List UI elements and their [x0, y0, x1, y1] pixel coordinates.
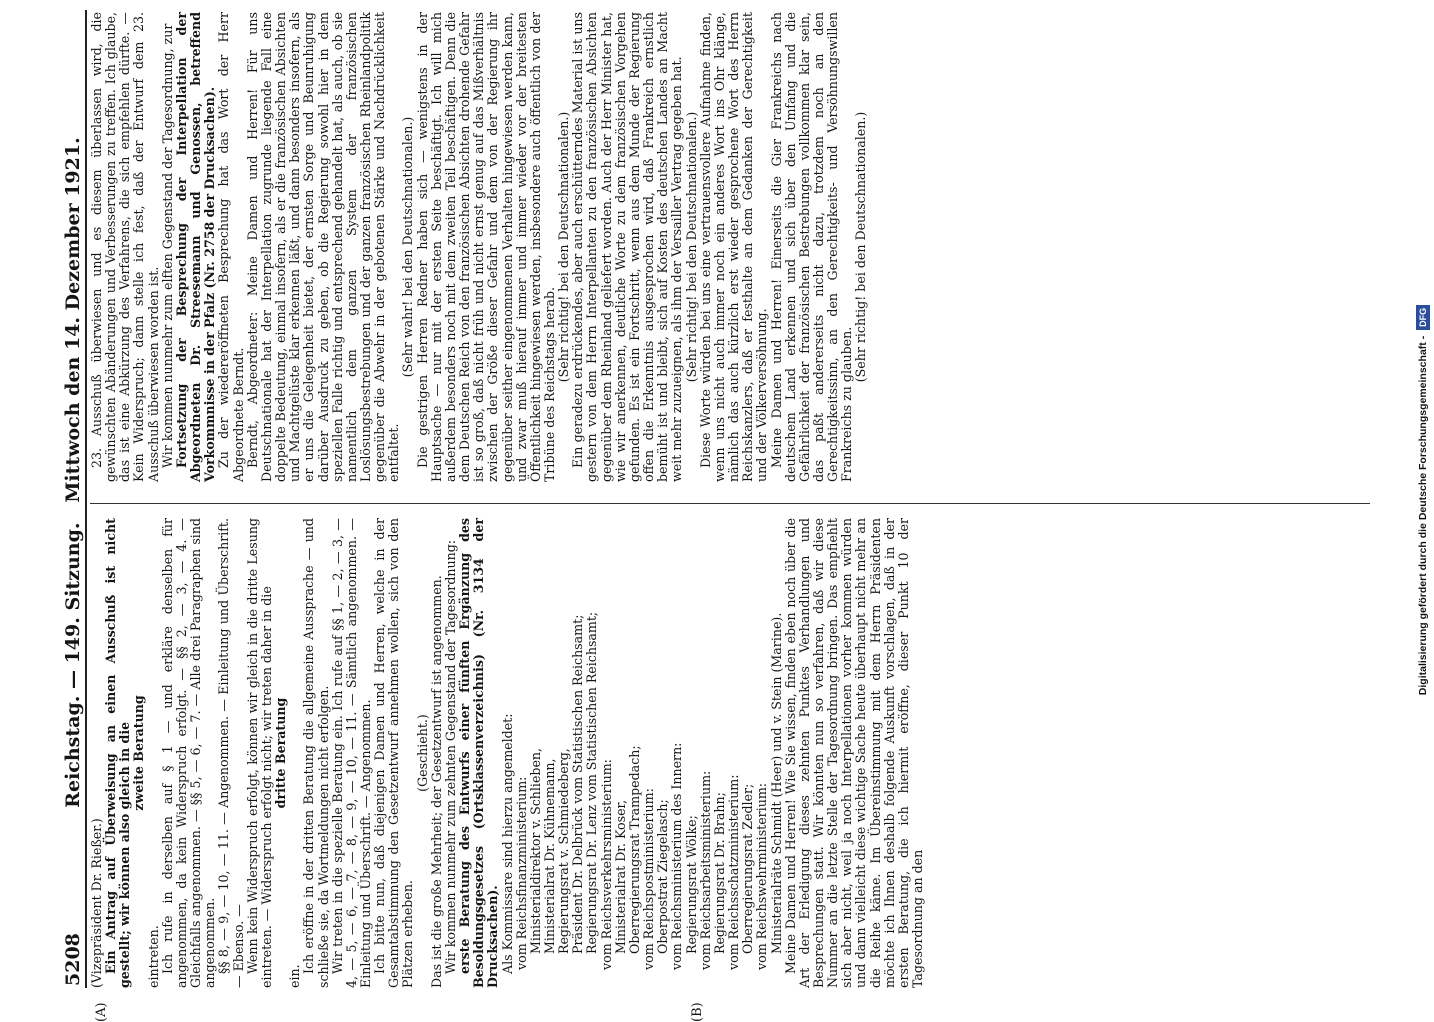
running-title: Reichstag. — 149. Sitzung. Mittwoch den 14. Dezember 1921. [62, 137, 84, 808]
right-text-column [90, 12, 1370, 482]
paragraph: Das ist die große Mehrheit; der Gesetzentwurf ist angenommen. [428, 575, 444, 988]
digitization-credit [1414, 20, 1432, 980]
paragraph: Die gestrigen Herren Redner haben sich — wenigstens in der Hauptsache — nur mit der ersten Seite beschäftigt. Ich will mich außerdem besonders noch mit dem zweiten Teil beschäftigen. Denn die dem Deutschen Reich von den französischen Absichten drohende Gefahr ist so groß, daß nicht früh und nicht ernst genug auf das Mißverhältnis zwischen der Größe dieser Gefahr und dem von der Regierung ihr gegenüber seither eingenommenen Verhalten hingewiesen werden kann, und zwar muß hierauf immer und immer wieder vor der breitesten Öffentlichkeit hingewiesen werden, insbesondere auch öffentlich von der Tribüne des Reichstags herab. [414, 12, 557, 482]
paragraph: Ministerialrat Dr. Kühnemann, [542, 758, 557, 954]
paragraph: Diese Worte würden bei uns eine vertrauensvollere Aufnahme finden, wenn uns nicht auch immer noch ein anderes Wort ins Ohr klänge, nämlich das auch kürzlich erst wieder gesprochene Wort des Herrn Reichskanzlers, daß er festhalte an dem Gedanken der Gerechtigkeit und der Völkerversöhnung. [697, 12, 770, 482]
paragraph: vom Reichsschatzministerium: [726, 774, 742, 970]
paragraph: Als Kommissare sind hierzu angemeldet: [499, 713, 515, 974]
paragraph: Ein Antrag auf Überweisung an einen Ausschuß ist nicht gestellt; wir können also gleich in die [103, 518, 133, 988]
left-text-column [90, 518, 1370, 988]
paragraph: Regierungsrat Dr. Lenz vom Statistischen Reichsamt; [584, 611, 600, 954]
page-number: 5208 [62, 933, 84, 986]
paragraph: (Sehr richtig! bei den Deutschnationalen.) [853, 111, 869, 383]
paragraph: Wir kommen nunmehr zum zehnten Gegenstand der Tagesordnung: [442, 539, 458, 974]
paragraph: Ministerialdirektor v. Schlieben, [527, 747, 543, 954]
margin-mark-a: (A) [94, 1002, 109, 1022]
column-divider [90, 503, 1370, 504]
paragraph: (Geschieht.) [414, 714, 430, 792]
paragraph: dritte Beratung [273, 697, 289, 809]
paragraph: (Sehr richtig! bei den Deutschnationalen.) [556, 111, 572, 383]
paragraph: Wenn kein Widerspruch erfolgt, können wir gleich in die dritte Lesung eintreten. — Widerspruch erfolgt nicht; wir treten daher in die [244, 518, 274, 988]
paragraph: Regierungsrat Wölke; [683, 815, 699, 954]
scanned-page-sheet [50, 4, 1380, 1022]
paragraph: Ich eröffne in der dritten Beratung die allgemeine Aussprache — und schließe sie, da Wortmeldungen nicht erfolgen. [301, 518, 331, 988]
dfg-logo: DFG [1416, 305, 1430, 330]
paragraph: (Sehr richtig! bei den Deutschnationalen.) [683, 111, 699, 383]
paragraph: vom Reichspostministerium: [641, 788, 657, 970]
paragraph: ein. [287, 964, 303, 988]
credit-text: Digitalisierung gefördert durch die Deutsche Forschungsgemeinschaft - [1417, 335, 1429, 696]
paragraph: vom Reichswehrministerium: [754, 782, 770, 970]
paragraph: vom Reichsfinanzministerium: [513, 776, 529, 970]
paragraph: vom Reichsministerium des Innern: [669, 742, 685, 970]
paragraph: Ein geradezu erdrückendes, aber auch erschütterndes Material ist uns gestern von dem Herrn Interpellanten zu den französischen Absichten gegenüber dem Rheinland geliefert worden. Auch der Herr Minister hat, wie wir anerkennen, deutliche Worte zu dem französischen Vorgehen gefunden. Es ist ein Fortschritt, wenn aus dem Munde der Regierung offen die Erkenntnis ausgesprochen wird, daß Frankreich ernstlich bemüht ist und bleibt, sich auf Kosten des deutschen Landes an Macht weit mehr zuzueignen, als ihm der Versailler Vertrag gegeben hat. [570, 12, 685, 482]
paragraph: Oberregierungsrat Trampedach; [626, 745, 642, 954]
paragraph: erste Beratung des Entwurfs einer fünften Ergänzung des Besoldungsgesetzes (Ortsklassenverzeichnis) (Nr. 3134 der Drucksachen). [457, 518, 501, 988]
paragraph: Meine Damen und Herren! Einerseits die Gier Frankreichs nach deutschem Land erkennen und sich über den Umfang und die Gefährlichkeit der französischen Bestrebungen vollkommen klar sein, das paßt andererseits nicht dazu, trotzdem noch an den Gerechtigkeitssinn, an den Gerechtigkeits- und Versöhnungswillen Frankreichs zu glauben. [768, 12, 855, 482]
header-rule [85, 10, 87, 988]
paragraph: Ministerialräte Schmidt (Heer) und v. Stein (Marine). [768, 612, 784, 954]
paragraph: Zu der wiedereröffneten Besprechung hat das Wort der Herr Abgeordnete Berndt. [216, 12, 246, 482]
paragraph: Regierungsrat v. Schmiedeberg, [556, 748, 572, 954]
paragraph: Meine Damen und Herren! Wie Sie wissen, finden eben noch über die Art der Erledigung dieses zehnten Punktes Verhandlungen und Besprechungen statt. Wir könnten nun so verfahren, daß wir diese Nummer an die letzte Stelle der Tagesordnung bringen. Das empfiehlt sich aber nicht, weil ja noch Interpellationen vorher kommen würden und dann vielleicht diese wichtige Sache heute überhaupt nicht mehr an die Reihe käme. Im Übereinstimmung mit dem Herrn Präsidenten möchte ich Ihnen deshalb folgende Auskunft vorschlagen, daß in der ersten Beratung, die ich hiermit eröffne, dieser Punkt 10 der Tagesordnung an den [782, 518, 926, 988]
paragraph: eintreten. [145, 925, 161, 988]
paragraph: (Vizepräsident Dr. Rießer.) [89, 818, 104, 988]
paragraph: Berndt, Abgeordneter: Meine Damen und Herren! Für uns Deutschnationale hat der Interpellation zugrunde liegende Fall eine doppelte Bedeutung, einmal insofern, als er die französischen Absichten und Machtgelüste klar erkennen läßt, und dann besonders insofern, als er uns die Gelegenheit bietet, der ernsten Sorge und Beunruhigung darüber Ausdruck zu geben, ob die Regierung sowohl hier in dem speziellen Falle richtig und entsprechend gehandelt hat, als auch, ob sie namentlich dem ganzen System der französischen Loslösungsbestrebungen und der ganzen französischen Rheinlandpolitik gegenüber die Abwehr in der gebotenen Stärke und Nachdrücklichkeit entfaltet. [244, 12, 402, 482]
paragraph: zweite Beratung [131, 695, 147, 811]
paragraph: Regierungsrat Dr. Brahn; [711, 792, 727, 954]
paragraph: vom Reichsverkehrsministerium: [598, 759, 614, 970]
paragraph: Ich rufe in derselben auf § 1 — und erkläre denselben für angenommen, da kein Widerspruch erfolgt. — §§ 2, — 3, — 4. — Gleichfalls angenommen. — §§ 5, — 6, — 7. — Alle drei Paragraphen sind angenommen. [159, 518, 218, 988]
paragraph: 23. Ausschuß überwiesen und es diesem überlassen wird, die gewünschten Abänderungen und Verbesserungen zu treffen. Ich glaube, das ist eine Abkürzung des Verfahrens, die sich empfehlen dürfte. — Kein Widerspruch; dann stelle ich fest, daß der Entwurf dem 23. Ausschuß überwiesen worden ist. [89, 12, 161, 482]
paragraph: Oberpostrat Ziegelasch; [655, 799, 671, 954]
paragraph: (Sehr wahr! bei den Deutschnationalen.) [400, 116, 416, 378]
paragraph: Ich bitte nun, daß diejenigen Damen und Herren, welche in der Gesamtabstimmung den Gesetzentwurf annehmen wollen, sich von den Plätzen erheben. [372, 518, 416, 988]
paragraph: Ministerialrat Dr. Koser, [612, 799, 628, 954]
paragraph: Fortsetzung der Besprechung der Interpellation der Abgeordneten Dr. Streesemann und Genossen, betreffend Vorkommnisse in der Pfalz (Nr. 2758 der Drucksachen). [173, 12, 218, 482]
paragraph: Präsident Dr. Delbrück vom Statistischen Reichsamt; [570, 614, 586, 954]
margin-mark-b: (B) [690, 1002, 705, 1022]
paragraph: Oberregierungsrat Zedler; [740, 783, 756, 954]
page-header [54, 12, 84, 986]
paragraph: vom Reichsarbeitsministerium: [697, 770, 713, 970]
paragraph: Wir treten in die spezielle Beratung ein. Ich rufe auf §§ 1, — 2, — 3, — 4, — 5, — 6, — 7, — 8, — 9, — 10, — 11. — Sämtlich angenommen. — Einleitung und Überschrift. — Angenommen. [329, 518, 373, 988]
paragraph: Wir kommen nunmehr zum elften Gegenstand der Tagesordnung, zur [159, 23, 175, 468]
paragraph: §§ 8, — 9, — 10, — 11. — Angenommen. — Einleitung und Überschrift. — Ebenso. — [216, 518, 246, 988]
